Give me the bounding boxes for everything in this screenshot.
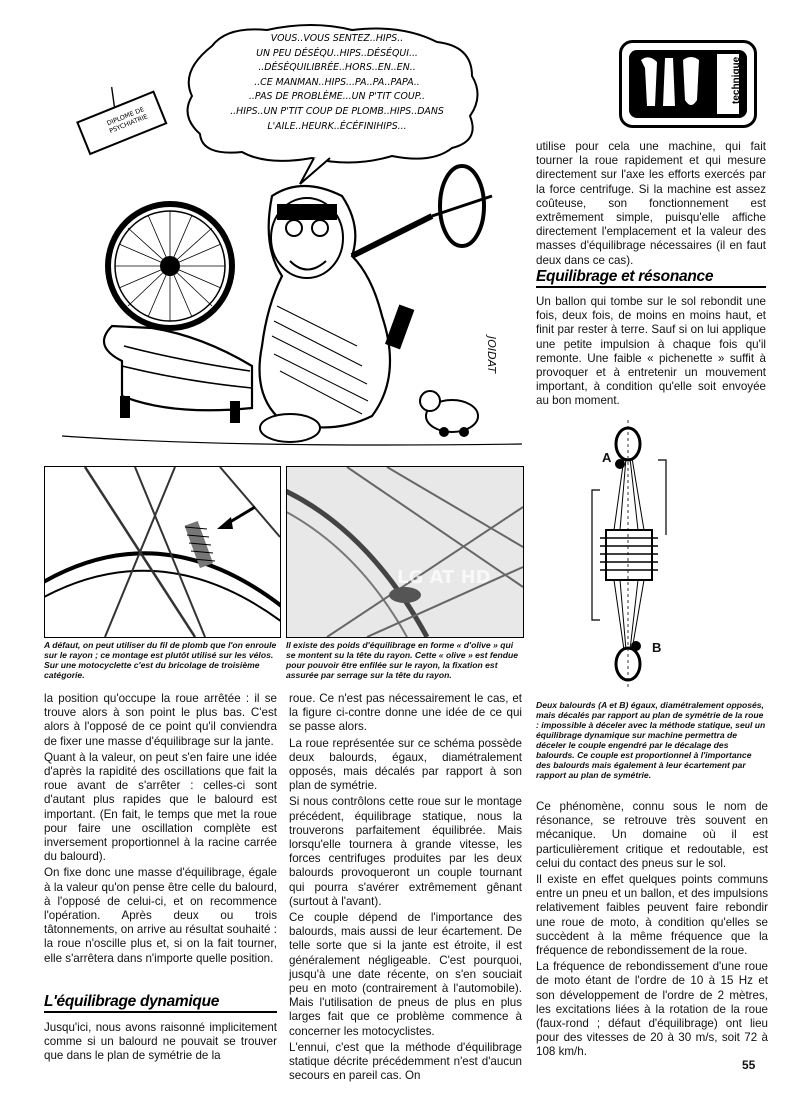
logo-label: technique — [731, 56, 742, 104]
page-number: 55 — [742, 1058, 756, 1072]
speech-line: L'AILE..HEURK..ÉCÉFINIHIPS... — [267, 120, 407, 132]
diploma-sign-text: DIPLOME DE PSYCHIATRIE — [105, 105, 149, 136]
photo-olive-weight — [286, 466, 524, 638]
heading-underline — [536, 286, 766, 288]
paragraph: utilise pour cela une machine, qui fait tourner la roue rapidement et qui mesure directement sur l'axe les efforts exercés par la force centrifuge. Si la machine est assez coûteuse, son fonctionnement est extrêmement simple, puisqu'elle affiche directement l'emplacement et la valeur des masses d'équilibrage nécessaires (il en faut deux dans ce cas). — [536, 140, 766, 267]
speech-line: UN PEU DÉSÉQU..HIPS..DÉSÉQUI... — [256, 47, 418, 59]
watermark: LG AT HD — [397, 567, 491, 588]
paragraph: La fréquence de rebondissement d'une roue de moto étant de l'ordre de 10 à 15 Hz et son développement de l'ordre de 2 mètres, les excitations liées à la rotation de la roue (faux-rond ; défaut d'équilibrage) ont lieu pour des vitesses de 20 à 30 m/s, soit 72 à 108 km/h. — [536, 960, 768, 1059]
right-top-text — [536, 140, 766, 270]
paragraph: Ce couple dépend de l'importance des balourds, mais aussi de leur écartement. De telle sorte que si la jante est étroite, il est généralement négligeable. C'est pourquoi, jusqu'à une date récente, on s'en souciait peu en moto (contrairement à l'automobile). Mais l'utilisation de pneus de plus en plus larges fait que ce problème commence à concerner les motocyclistes. — [289, 911, 522, 1038]
heading-dynamic — [44, 993, 277, 1013]
right-top-text-2 — [536, 295, 766, 411]
caption-diagram: Deux balourds (A et B) égaux, diamétralement opposés, mais décalés par rapport au plan de symétrie de la roue : impossible à déceler avec la méthode statique, seul un équilibrage dynamique sur machine permettra de déceler le couple engendré par le décalage des balourds. Ce couple est proportionnel à l'importance des balourds mais également à leur écartement par rapport au plan de symétrie. — [536, 700, 766, 780]
column-3-text — [536, 800, 768, 1062]
speech-line: ..HIPS..UN P'TIT COUP DE PLOMB..HIPS..DANS — [230, 105, 444, 117]
speech-line: ..DÉSÉQUILIBRÉE..HORS..EN..EN.. — [258, 62, 416, 74]
paragraph: Jusqu'ici, nous avons raisonné implicitement comme si un balourd ne pouvait se trouver que dans le plan de symétrie de la — [44, 1021, 277, 1063]
heading-resonance — [536, 268, 766, 288]
olive-photo — [287, 467, 523, 637]
photo-lead-wire — [44, 466, 281, 638]
heading-text: L'équilibrage dynamique — [44, 993, 220, 1010]
speech-line: VOUS..VOUS SENTEZ..HIPS.. — [270, 33, 404, 44]
cartoon-illustration — [52, 16, 532, 454]
paragraph: roue. Ce n'est pas nécessairement le cas, et la figure ci-contre donne une idée de ce qui se passe alors. — [289, 692, 522, 734]
paragraph: Il existe en effet quelques points communs entre un pneu et un ballon, et des impulsions relativement faibles peuvent faire rebondir une roue de moto, à condition qu'elles se succèdent à la même fréquence que la fréquence de rebondissement de la roue. — [536, 873, 768, 958]
unbalance-diagram — [580, 420, 700, 690]
label-a: A — [602, 450, 612, 465]
label-b: B — [652, 640, 662, 655]
caption-right-photo: Il existe des poids d'équilibrage en forme « d'olive » qui se montent su la tête du rayon. Cette « olive » est fendue pour pouvoir être enfilée sur le rayon, la fixation est assurée par serrage sur la tête du rayon. — [286, 640, 519, 680]
column-1-text-2 — [44, 1021, 277, 1066]
wheel-diagram — [580, 420, 700, 690]
paragraph: Si nous contrôlons cette roue sur le montage précédent, équilibrage statique, nous la trouverons parfaitement équilibrée. Mais lorsqu'elle tournera à grande vitesse, les forces centrifuges produites par les deux balourds provoqueront un couple tournant qui pourra s'avérer extrêmement gênant (surtout à l'avant). — [289, 795, 522, 908]
speech-bubble — [202, 32, 472, 134]
paragraph: L'ennui, c'est que la méthode d'équilibrage statique décrite précédemment n'est d'aucun secours en pareil cas. On — [289, 1040, 522, 1083]
speech-line: ..PAS DE PROBLÈME...UN P'TIT COUP.. — [248, 91, 426, 103]
artist-signature: JOIDAT — [485, 336, 498, 374]
paragraph: La roue représentée sur ce schéma possède deux balourds, égaux, diamétralement opposés, mais décalés par rapport à son plan de symétrie. — [289, 736, 522, 793]
column-1-text — [44, 692, 277, 968]
caption-left-photo: A défaut, on peut utiliser du fil de plomb que l'on enroule sur le rayon ; ce montage est plutôt utilisé sur les vélos. Sur une motocyclette c'est du bricolage de troisième catégorie. — [44, 640, 277, 680]
spoke-photo — [45, 467, 280, 637]
paragraph: la position qu'occupe la roue arrêtée : il se trouve alors à son point le plus bas. C'est alors à l'opposé de ce point qu'il conviendra de fixer une masse d'équilibrage sur la jante. — [44, 692, 277, 748]
heading-text: Equilibrage et résonance — [536, 268, 714, 285]
paragraph: Un ballon qui tombe sur le sol rebondit une fois, deux fois, de moins en moins haut, et finit par rester à terre. Sauf si on lui applique une petite impulsion à chaque fois qu'il remonte. Une faible « pichenette » suffit à provoquer et à entretenir un mouvement important, à condition qu'elle soit envoyée au bon moment. — [536, 295, 766, 408]
heading-underline — [44, 1011, 277, 1013]
paragraph: On fixe donc une masse d'équilibrage, égale à la valeur qu'on pense être celle du balourd, à l'opposé de celui-ci, et on recommence l'opération. Après deux ou trois tâtonnements, on arrive au résultat souhaité : la roue n'oscille plus et, si on la fait tourner, elle s'arrêtera dans n'importe quelle position. — [44, 866, 277, 965]
paragraph: Quant à la valeur, on peut s'en faire une idée d'après la rapidité des oscillations que fait la roue avant de s'arrêter : celles-ci sont d'autant plus rapides que le balourd est important. (En fait, le temps que met la roue pour faire une oscillation complète est inversement proportionnel à la racine carrée du balourd). — [44, 750, 277, 864]
speech-line: ..CE MANMAN..HIPS...PA..PA..PAPA.. — [254, 76, 420, 88]
section-logo — [619, 40, 757, 128]
column-2-text — [289, 692, 522, 1085]
paragraph: Ce phénomène, connu sous le nom de résonance, se retrouve très souvent en mécanique. Un domaine où il est particulièrement critique et redoutable, est celui du contact des pneus sur le sol. — [536, 800, 768, 870]
